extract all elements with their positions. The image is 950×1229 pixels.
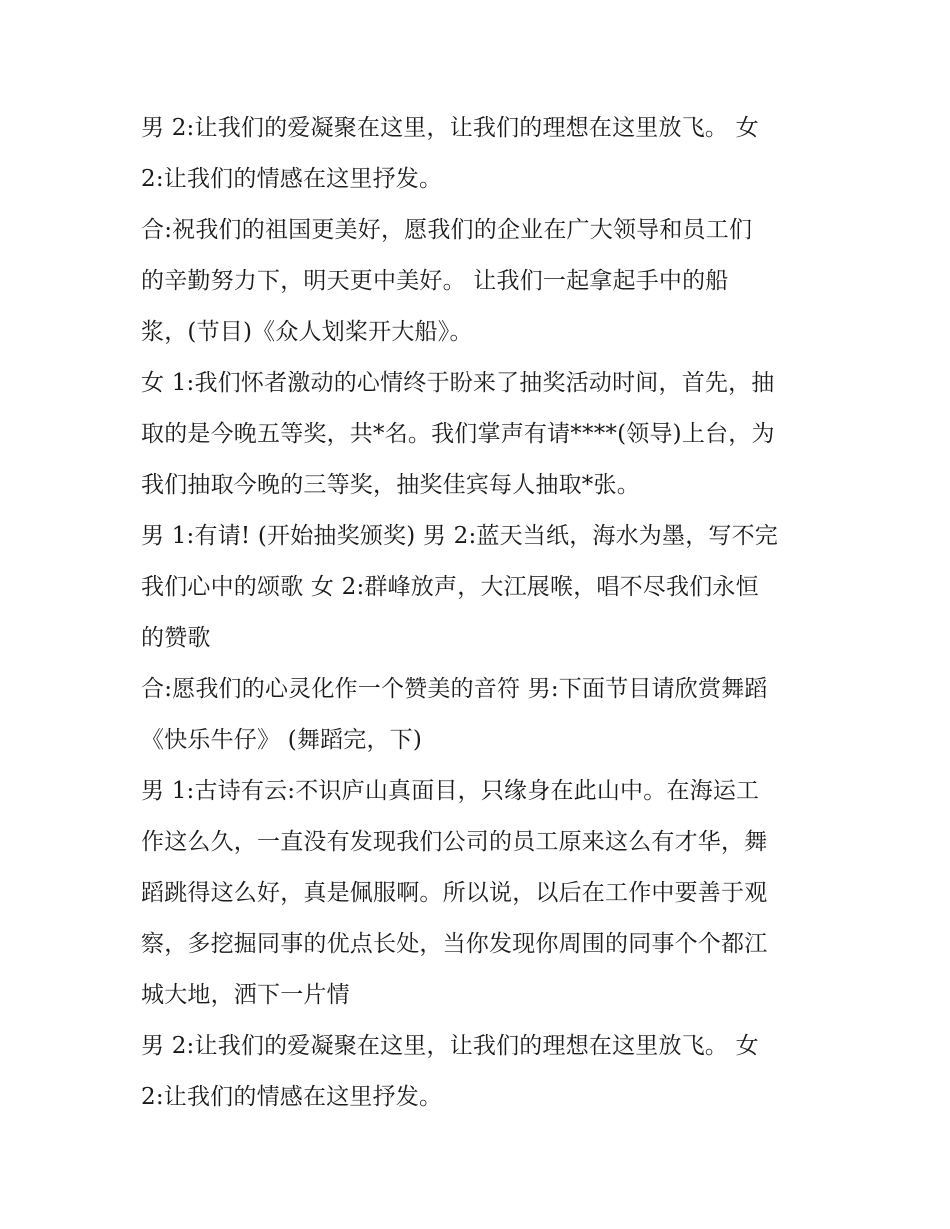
text-line: 男 1:古诗有云:不识庐山真面目，只缘身在此山中。在海运工	[141, 778, 760, 804]
text-line: 合:愿我们的心灵化作一个赞美的音符 男:下面节目请欣赏舞蹈	[141, 676, 768, 702]
text-line: 男 2:让我们的爱凝聚在这里，让我们的理想在这里放飞。 女	[141, 1033, 759, 1059]
text-line: 作这么久，一直没有发现我们公司的员工原来这么有才华，舞	[141, 829, 768, 855]
text-line: 的辛勤努力下，明天更中美好。 让我们一起拿起手中的船	[141, 268, 729, 294]
text-line: 2:让我们的情感在这里抒发。	[141, 1084, 443, 1110]
text-line: 男 1:有请! (开始抽奖颁奖) 男 2:蓝天当纸，海水为墨，写不完	[141, 523, 778, 549]
text-line: 蹈跳得这么好，真是佩服啊。所以说，以后在工作中要善于观	[141, 880, 768, 906]
text-line: 城大地，洒下一片情	[141, 982, 350, 1008]
text-line: 浆，(节目)《众人划桨开大船》。	[141, 319, 473, 345]
document-body	[141, 103, 813, 1123]
text-line: 我们抽取今晚的三等奖，抽奖佳宾每人抽取*张。	[141, 472, 640, 498]
text-line: 女 1:我们怀者激动的心情终于盼来了抽奖活动时间，首先，抽	[141, 370, 775, 396]
text-line: 合:祝我们的祖国更美好，愿我们的企业在广大领导和员工们	[141, 217, 753, 243]
text-line: 取的是今晚五等奖，共*名。我们掌声有请****(领导)上台，为	[141, 421, 775, 447]
text-line: 男 2:让我们的爱凝聚在这里，让我们的理想在这里放飞。 女	[141, 115, 759, 141]
text-line: 我们心中的颂歌 女 2:群峰放声，大江展喉，唱不尽我们永恒	[141, 574, 759, 600]
text-line: 2:让我们的情感在这里抒发。	[141, 166, 443, 192]
text-line: 察，多挖掘同事的优点长处，当你发现你周围的同事个个都江	[141, 931, 768, 957]
text-line: 的赞歌	[141, 625, 211, 651]
text-line: 《快乐牛仔》 (舞蹈完，下)	[141, 727, 423, 753]
